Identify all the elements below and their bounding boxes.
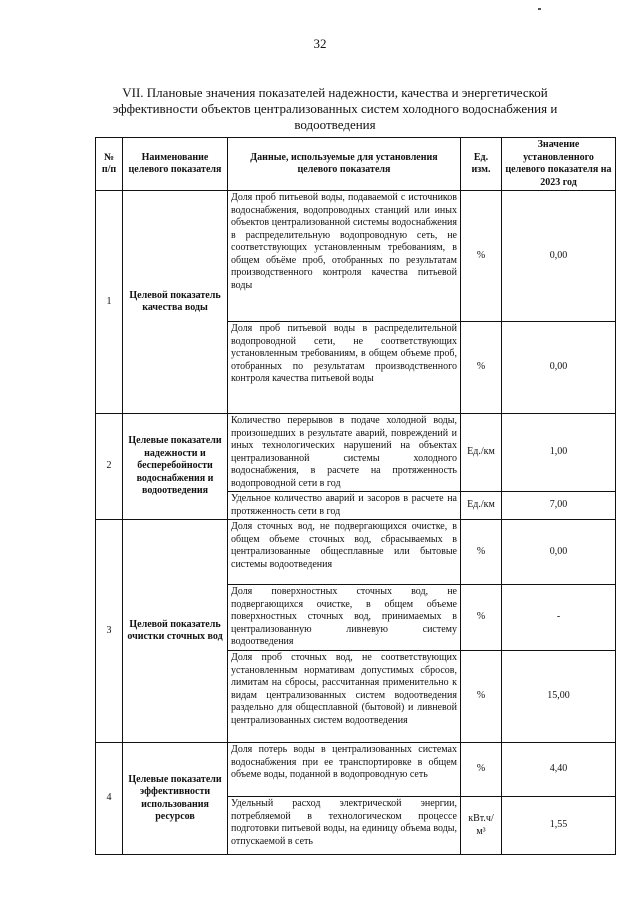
table-row — [96, 191, 616, 322]
indicator-name: Целевой показатель качества воды — [123, 191, 228, 414]
header-name: Наименование целевого показателя — [123, 138, 228, 191]
unit-cell: % — [461, 191, 502, 322]
unit-cell: % — [461, 651, 502, 743]
value-cell: 7,00 — [502, 492, 616, 520]
unit-cell: % — [461, 322, 502, 414]
value-cell: 0,00 — [502, 191, 616, 322]
row-num: 1 — [96, 191, 123, 414]
indicator-name: Целевые показатели эффективности использования ресурсов — [123, 743, 228, 855]
indicator-data: Доля потерь воды в централизованных системах водоснабжения при ее транспортировке в общем объеме воды, поданной в водопроводную сеть — [228, 743, 461, 797]
header-data: Данные, используемые для установления целевого показателя — [228, 138, 461, 191]
indicator-data: Доля проб питьевой воды, подаваемой с источников водоснабжения, водопроводных станций или иных объектов централизованной системы водоснабжения в распределительную водопроводную сеть, не соответствующих установленным требованиям, в общем объёме проб, отобранных по результатам производственного контроля качества питьевой воды — [228, 191, 461, 322]
value-cell: 1,00 — [502, 414, 616, 492]
section-heading: VII. Плановые значения показателей надежности, качества и энергетической эффективности объектов централизованных систем холодного водоснабжения и водоотведения — [112, 85, 558, 132]
indicator-data: Количество перерывов в подаче холодной воды, произошедших в результате аварий, повреждений и иных технологических нарушений на объектах централизованной системы холодного водоснабжения, в расчете на протяженность водопроводной сети в год — [228, 414, 461, 492]
value-cell: - — [502, 585, 616, 651]
row-num: 2 — [96, 414, 123, 520]
value-cell: 4,40 — [502, 743, 616, 797]
indicator-data: Доля проб питьевой воды в распределительной водопроводной сети, не соответствующих установленным требованиям, в общем объеме проб, отобранных по результатам производственного контроля качества питьевой воды — [228, 322, 461, 414]
row-num: 3 — [96, 520, 123, 743]
unit-cell: Ед./км — [461, 492, 502, 520]
page-number: 32 — [313, 36, 327, 51]
indicator-data: Доля проб сточных вод, не соответствующих установленным нормативам допустимых сбросов, лимитам на сбросы, рассчитанная применительно к видам централизованных систем водоотведения раздельно для общесплавной (бытовой) и ливневой централизованных систем водоотведения — [228, 651, 461, 743]
indicator-name: Целевые показатели надежности и бесперебойности водоснабжения и водоотведения — [123, 414, 228, 520]
header-unit: Ед. изм. — [461, 138, 502, 191]
value-cell: 1,55 — [502, 797, 616, 855]
row-num: 4 — [96, 743, 123, 855]
unit-cell: % — [461, 585, 502, 651]
scan-speck — [538, 8, 541, 10]
value-cell: 0,00 — [502, 322, 616, 414]
table-row — [96, 743, 616, 797]
indicator-data: Доля поверхностных сточных вод, не подвергающихся очистке, в общем объеме поверхностных сточных вод, принимаемых в централизованную ливневую систему водоотведения — [228, 585, 461, 651]
indicator-name: Целевой показатель очистки сточных вод — [123, 520, 228, 743]
header-num: № п/п — [96, 138, 123, 191]
indicators-table — [95, 137, 616, 855]
indicator-data: Удельный расход электрической энергии, потребляемой в технологическом процессе подготовки питьевой воды, на единицу объема воды, отпускаемой в сеть — [228, 797, 461, 855]
table-row — [96, 520, 616, 585]
value-cell: 15,00 — [502, 651, 616, 743]
table-row — [96, 414, 616, 492]
value-cell: 0,00 — [502, 520, 616, 585]
indicator-data: Удельное количество аварий и засоров в расчете на протяженность сети в год — [228, 492, 461, 520]
unit-cell: % — [461, 743, 502, 797]
indicator-data: Доля сточных вод, не подвергающихся очистке, в общем объеме сточных вод, сбрасываемых в централизованные общесплавные или бытовые системы водоотведения — [228, 520, 461, 585]
unit-cell: кВт.ч/м³ — [461, 797, 502, 855]
table-header-row — [96, 138, 616, 191]
unit-cell: % — [461, 520, 502, 585]
header-value: Значение установленного целевого показателя на 2023 год — [502, 138, 616, 191]
unit-cell: Ед./км — [461, 414, 502, 492]
